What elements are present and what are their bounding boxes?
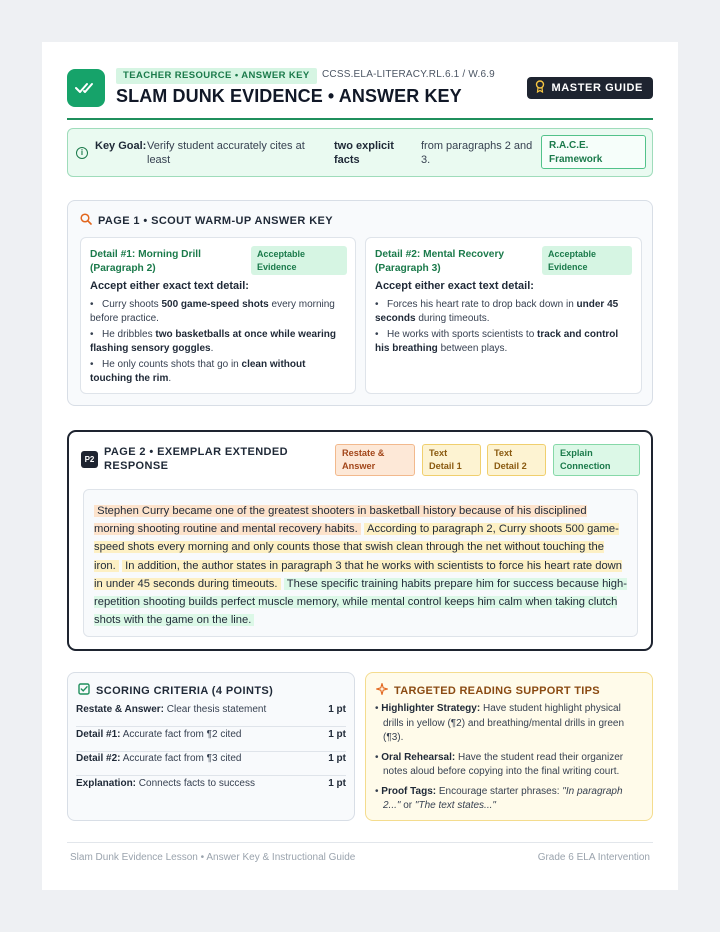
list-item: • He dribbles two basketballs at once while wearing flashing sensory goggles. xyxy=(90,329,336,354)
master-guide-label: MASTER GUIDE xyxy=(551,82,643,94)
scoring-heading: SCORING CRITERIA (4 POINTS) xyxy=(78,683,273,698)
list-item: • He works with sports scientists to track and control his breathing between plays. xyxy=(375,329,619,354)
evidence-list xyxy=(90,298,348,388)
checkbox-icon xyxy=(78,683,90,698)
footer-lesson-title: Slam Dunk Evidence Lesson • Answer Key & Instructional Guide xyxy=(70,852,356,863)
list-item: • Curry shoots 500 game-speed shots every morning before practice. xyxy=(90,299,335,324)
page1-heading xyxy=(80,213,333,228)
essay-explain: These specific training habits prepare him for success because high-repetition shooting builds perfect muscle memory, while mental control keeps him calm when taking clutch shots with the game on the line. xyxy=(94,577,627,627)
list-item: • Forces his heart rate to drop back down in under 45 seconds during timeouts. xyxy=(375,299,619,324)
key-goal-text-end: from paragraphs 2 and 3. xyxy=(421,140,533,166)
legend-explain: Explain Connection xyxy=(553,444,640,476)
list-item: • Proof Tags: Encourage starter phrases: "In paragraph 2..." or "The text states..." xyxy=(375,785,623,811)
scoring-row: Explanation: Connects facts to success 1 pt xyxy=(76,778,346,789)
double-check-icon xyxy=(67,69,105,107)
page1-heading-text: PAGE 1 • SCOUT WARM-UP ANSWER KEY xyxy=(98,214,334,227)
legend-detail-1: Text Detail 1 xyxy=(422,444,481,476)
scoring-row: Detail #1: Accurate fact from ¶2 cited 1 pt xyxy=(76,728,346,752)
evidence-list xyxy=(375,298,635,358)
footer-divider xyxy=(67,842,653,843)
essay-restate: Stephen Curry became one of the greatest shooters in basketball history because of his disciplined morning shooting routine and mental recovery habits. xyxy=(94,505,587,536)
search-icon xyxy=(80,213,92,228)
race-framework-badge: R.A.C.E. Framework xyxy=(541,135,646,169)
resource-tag: TEACHER RESOURCE • ANSWER KEY xyxy=(116,68,317,84)
key-goal-label: Key Goal: xyxy=(95,140,147,152)
key-goal-text: Verify student accurately cites at least xyxy=(147,140,305,166)
scoring-criteria-card xyxy=(67,672,355,821)
accept-instruction: Accept either exact text detail: xyxy=(375,280,534,292)
info-icon: i xyxy=(76,147,88,159)
page1-answer-card xyxy=(67,200,653,406)
header-divider xyxy=(67,118,653,120)
footer-grade-label: Grade 6 ELA Intervention xyxy=(537,852,650,863)
page2-badge: P2 xyxy=(81,451,98,468)
sparkle-icon xyxy=(376,683,388,698)
accept-instruction: Accept either exact text detail: xyxy=(90,280,249,292)
detail-title: Detail #1: Morning Drill (Paragraph 2) xyxy=(90,249,201,274)
master-guide-badge xyxy=(527,77,653,99)
scoring-row: Restate & Answer: Clear thesis statement 1 pt xyxy=(76,703,346,727)
list-item: • Oral Rehearsal: Have the student read their organizer notes aloud before copying into the final writing court. xyxy=(375,751,624,777)
list-item: • He only counts shots that go in clean without touching the rim. xyxy=(90,359,306,384)
detail-title: Detail #2: Mental Recovery (Paragraph 3) xyxy=(375,249,505,274)
acceptable-evidence-badge: Acceptable Evidence xyxy=(251,246,347,275)
detail-card-2 xyxy=(365,237,642,394)
medal-icon xyxy=(535,80,545,96)
standard-code: CCSS.ELA-LITERACY.RL.6.1 / W.6.9 xyxy=(322,69,495,80)
reading-support-tips-card xyxy=(365,672,653,821)
list-item: • Highlighter Strategy: Have student highlight physical drills in yellow (¶2) and breathing/mental drills in green (¶3). xyxy=(375,703,625,743)
exemplar-essay xyxy=(83,489,638,637)
page2-exemplar-card xyxy=(67,430,653,651)
detail-card-1 xyxy=(80,237,356,394)
key-goal-emphasis: two explicit facts xyxy=(334,140,394,166)
scoring-row: Detail #2: Accurate fact from ¶3 cited 1 pt xyxy=(76,752,346,776)
essay-detail-2: In addition, the author states in paragraph 3 that he works with scientists to force his heart rate down in under 45 seconds during timeouts. xyxy=(94,559,622,590)
key-goal-banner xyxy=(67,128,653,177)
legend-restate: Restate & Answer xyxy=(335,444,415,476)
page2-heading: PAGE 2 • EXEMPLAR EXTENDED RESPONSE xyxy=(104,446,288,472)
tips-list xyxy=(375,702,637,819)
page-title: SLAM DUNK EVIDENCE • ANSWER KEY xyxy=(116,86,462,106)
answer-key-page xyxy=(42,42,678,890)
essay-detail-1: According to paragraph 2, Curry shoots 500 game-speed shots every morning and only counts those that swish clean through the net without touching the iron. xyxy=(94,523,619,572)
tips-heading: TARGETED READING SUPPORT TIPS xyxy=(376,683,600,698)
acceptable-evidence-badge: Acceptable Evidence xyxy=(542,246,632,275)
legend-detail-2: Text Detail 2 xyxy=(487,444,546,476)
